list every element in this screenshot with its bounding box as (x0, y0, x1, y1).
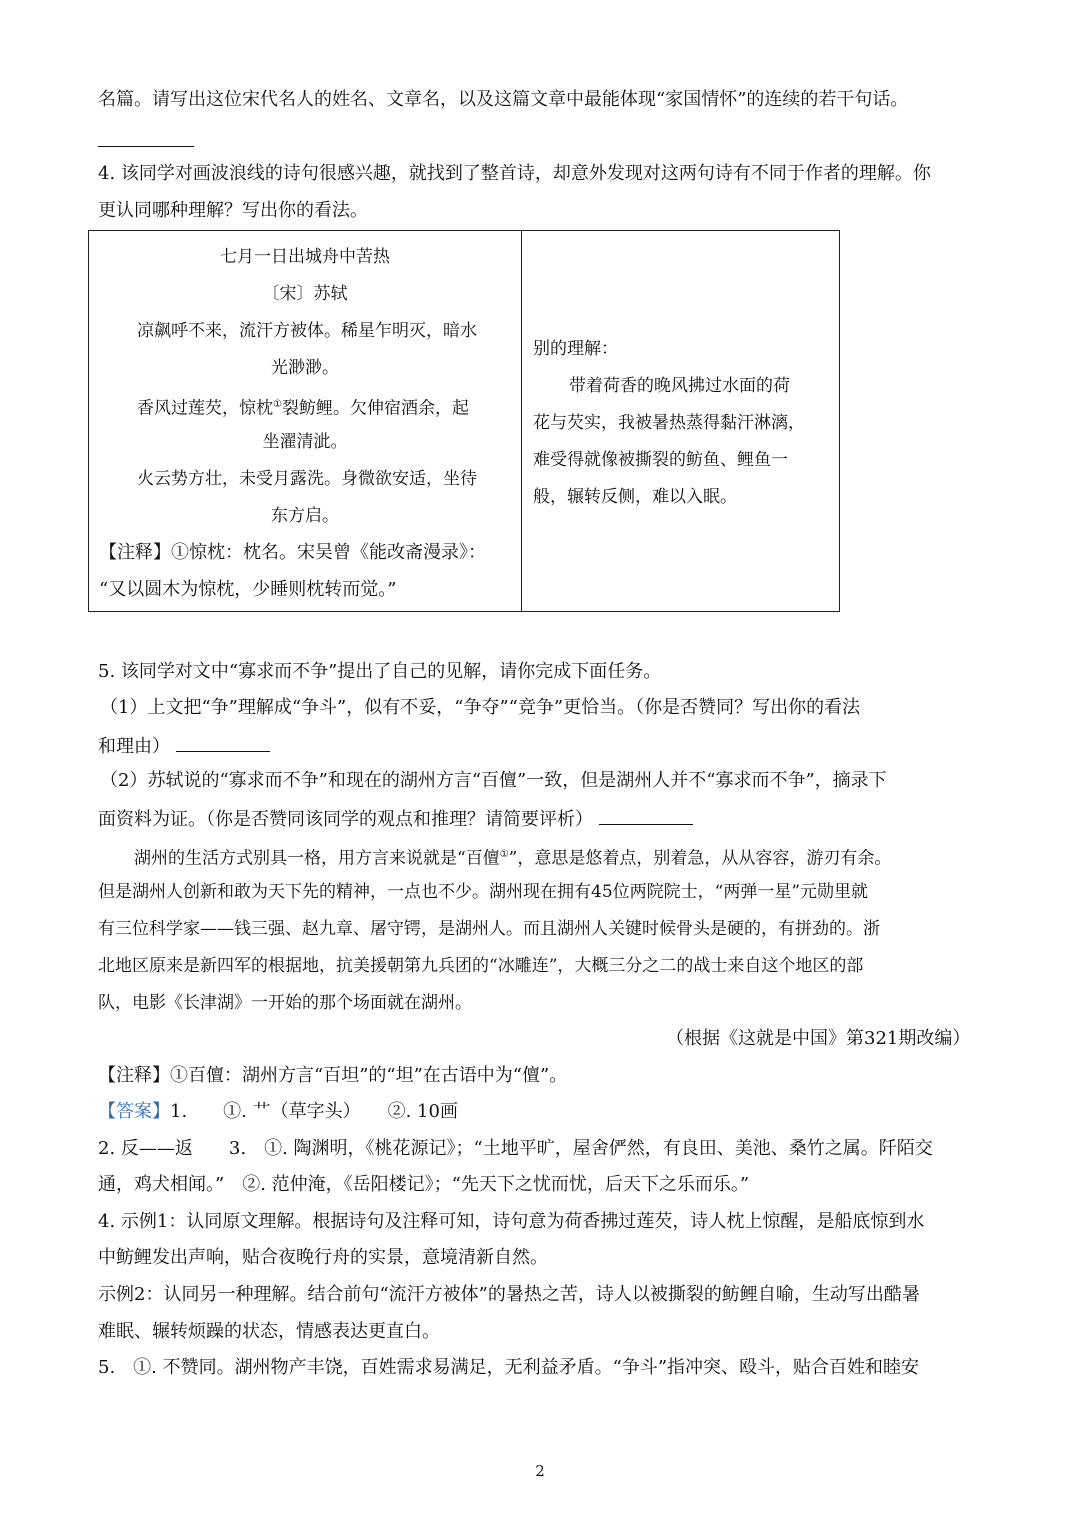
poem-author: 〔宋〕苏轼 (262, 284, 348, 304)
poem-line-2b: 坐濯清泚。 (262, 432, 348, 452)
material-line-1-post: ”，意思是悠着点，别着急，从从容容，游刃有余。 (508, 848, 892, 869)
answer-blank-rule (98, 146, 194, 147)
poem-line-3a: 火云势方壮，未受月露洗。身微欲安适，坐待 (137, 469, 477, 489)
poem-table (88, 230, 840, 612)
alt-line-4: 般，辗转反侧，难以入眠。 (533, 487, 737, 507)
poem-title: 七月一日出城舟中苦热 (220, 247, 390, 267)
material-line-3: 有三位科学家——钱三强、赵九章、屠守锷，是湖州人。而且湖州人关键时候骨头是硬的，有拼劲的。浙 (98, 919, 880, 939)
material-note: 【注释】①百儃：湖州方言“百坦”的“坦”在古语中为“儃”。 (98, 1065, 568, 1086)
answer-line-4d: 难眠、辗转烦躁的状态，情感表达更直白。 (98, 1321, 440, 1342)
poem-line-1b: 光渺渺。 (271, 358, 339, 378)
answer-line-4b: 中鲂鲤发出声响，贴合夜晚行舟的实景，意境清新自然。 (98, 1247, 548, 1268)
answer-1-text: 1. ①. 艹（草字头） ②. 10画 (170, 1101, 458, 1122)
q4-line-2: 更认同哪种理解？写出你的看法。 (98, 200, 368, 221)
answer-line-4c: 示例2：认同另一种理解。结合前句“流汗方被体”的暑热之苦，诗人以被撕裂的鲂鲤自喻，生动写出酷暑 (98, 1284, 920, 1305)
alt-line-2: 花与芡实，我被暑热蒸得黏汗淋漓， (533, 413, 805, 433)
alt-heading: 别的理解： (533, 339, 618, 359)
q5-sub2-line-b (98, 806, 693, 832)
q5-sub2-text: 面资料为证。（你是否赞同该同学的观点和推理？请简要评析） (98, 809, 593, 830)
q5-line: 5. 该同学对文中“寡求而不争”提出了自己的见解，请你完成下面任务。 (98, 661, 662, 682)
footnote-marker: ① (273, 399, 282, 410)
material-line-2: 但是湖州人创新和敢为天下先的精神，一点也不少。湖州现在拥有45位两院院士，“两弹一星”元勋里就 (98, 882, 869, 902)
poem-note-1: 【注释】①惊枕：枕名。宋吴曾《能改斋漫录》： (99, 542, 486, 563)
material-line-4: 北地区原来是新四军的根据地，抗美援朝第九兵团的“冰雕连”，大概三分之二的战士来自这个地区的部 (98, 956, 864, 976)
q5-sub1-line-b (98, 733, 270, 759)
poem-line-3b: 东方启。 (271, 506, 339, 526)
answer-line-5: 5. ①. 不赞同。湖州物产丰饶，百姓需求易满足，无利益矛盾。“争斗”指冲突、殴斗，贴合百姓和睦安 (98, 1357, 920, 1378)
poem-line-1a: 凉飙呼不来，流汗方被体。稀星乍明灭，暗水 (137, 321, 477, 341)
answer-line-4a: 4. 示例1：认同原文理解。根据诗句及注释可知，诗句意为荷香拂过莲芡，诗人枕上惊醒，是船底惊到水 (98, 1211, 925, 1232)
q5-sub1-text: 和理由） (98, 736, 170, 757)
footnote-marker: ① (499, 849, 509, 860)
poem-note-2: “又以圆木为惊枕，少睡则枕转而觉。” (99, 579, 397, 600)
alt-line-1: 带着荷香的晚风拂过水面的荷 (569, 376, 790, 396)
material-line-1-pre: 湖州的生活方式别具一格，用方言来说就是“百儃 (134, 848, 500, 869)
q5-sub1-line-a: （1）上文把“争”理解成“争斗”，似有不妥，“争夺”“竞争”更恰当。（你是否赞同？写出你的看法 (100, 697, 861, 718)
answer-blank[interactable] (176, 733, 270, 752)
intro-line: 名篇。请写出这位宋代名人的姓名、文章名，以及这篇文章中最能体现“家国情怀”的连续的若干句话。 (98, 89, 909, 110)
material-line-1 (134, 843, 891, 871)
answer-line-2b: 通，鸡犬相闻。” ②. 范仲淹，《岳阳楼记》；“先天下之忧而忧，后天下之乐而乐。” (98, 1174, 750, 1195)
table-divider (521, 231, 522, 611)
alt-line-3: 难受得就像被撕裂的鲂鱼、鲤鱼一 (533, 450, 788, 470)
answer-line-1 (98, 1100, 458, 1124)
poem-line-2a (137, 393, 469, 421)
page-number: 2 (535, 1462, 545, 1480)
material-source: （根据《这就是中国》第321期改编） (666, 1028, 971, 1049)
poem-line-2a-pre: 香风过莲芡，惊枕 (137, 398, 273, 419)
answer-line-2: 2. 反——返 3. ①. 陶渊明，《桃花源记》；“土地平旷，屋舍俨然，有良田、美池、桑竹之属。阡陌交 (98, 1138, 933, 1159)
q4-line-1: 4. 该同学对画波浪线的诗句很感兴趣，就找到了整首诗，却意外发现对这两句诗有不同于作者的理解。你 (98, 163, 931, 184)
q5-sub2-line-a: （2）苏轼说的“寡求而不争”和现在的湖州方言“百儃”一致，但是湖州人并不“寡求而不争”，摘录下 (100, 770, 887, 791)
poem-line-2a-post: 裂鲂鲤。欠伸宿酒余，起 (281, 398, 469, 419)
answer-blank[interactable] (599, 806, 693, 825)
answer-tag: 【答案】 (98, 1101, 170, 1122)
material-line-5: 队，电影《长津湖》一开始的那个场面就在湖州。 (98, 993, 472, 1013)
